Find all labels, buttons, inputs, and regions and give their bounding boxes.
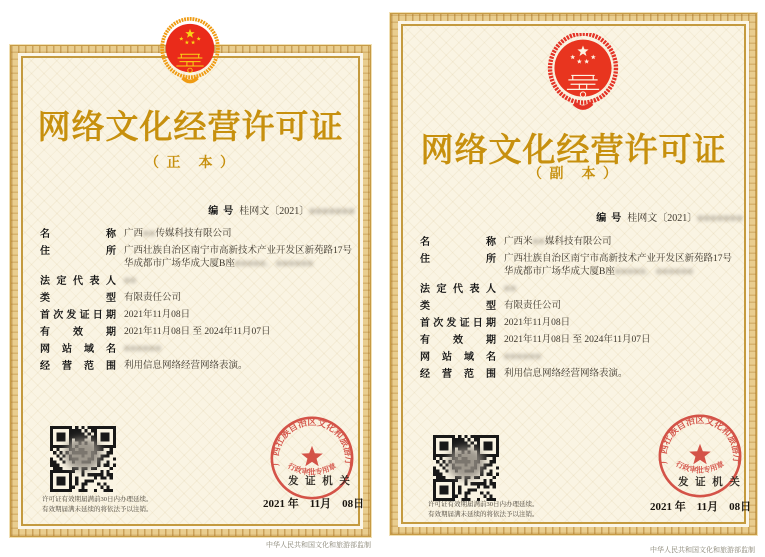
certificate-number: [193, 191, 355, 228]
field-value: ●●: [504, 284, 517, 294]
field-value: ●●●●●●: [504, 352, 542, 362]
certificate-number-redacted: ●●●●●●●: [697, 213, 743, 224]
fields-table: [420, 236, 739, 385]
svg-text:行政审批专用章: 行政审批专用章: [674, 459, 726, 475]
svg-text:行政审批专用章: 行政审批专用章: [286, 461, 338, 477]
renewal-note: 许可证有效期届满前30日内办理延续。 有效期届满未延续的将依法予以注销。: [428, 501, 539, 518]
field-row-first-issue: [40, 309, 353, 322]
field-label: 首次发证日期: [40, 310, 116, 321]
national-emblem-icon: [540, 33, 626, 115]
copy-type-label: （ 副 本 ）: [528, 167, 619, 182]
certificate-number-prefix: 桂网文〔2021〕: [239, 206, 310, 217]
field-label: 类型: [420, 301, 496, 312]
field-label: 经营范围: [40, 361, 116, 372]
issuing-authority-label: 发 证 机 关: [678, 477, 742, 488]
field-row-scope: [420, 368, 739, 381]
field-value: 2021年11月08日: [504, 318, 571, 328]
field-row-name: [420, 236, 739, 249]
certificate-original: [10, 0, 371, 557]
field-value: 广西壮族自治区南宁市高新技术产业开发区新苑路17号华成都市广场华成大厦B座●●●●●、●●●●●●: [124, 246, 353, 269]
certificate-number-label: 编 号: [596, 213, 622, 224]
qr-code: [433, 435, 499, 501]
field-row-scope: [40, 360, 353, 373]
field-label: 网站域名: [420, 352, 496, 363]
field-label: 法定代表人: [420, 284, 496, 295]
certificate-title: 网络文化经营许可证: [420, 133, 727, 169]
field-label: 首次发证日期: [420, 318, 496, 329]
field-value: 有限责任公司: [504, 301, 562, 311]
field-value: 有限责任公司: [124, 293, 182, 303]
field-value: 广西●●传媒科技有限公司: [124, 229, 232, 239]
qr-privacy-blur: [65, 438, 101, 470]
field-row-type: [40, 292, 353, 305]
field-value: ●●●●●●: [124, 344, 162, 354]
supervision-footer: 中华人民共和国文化和旅游部监制: [266, 541, 371, 549]
field-label: 有效期: [40, 327, 116, 338]
field-value: 2021年11月08日: [124, 310, 191, 320]
field-label: 网站域名: [40, 344, 116, 355]
field-row-type: [420, 300, 739, 313]
field-label: 住所: [40, 246, 116, 257]
national-emblem-icon: [159, 3, 221, 103]
field-value: 利用信息网络经营网络表演。: [124, 361, 248, 371]
field-label: 名称: [420, 237, 496, 248]
field-value: 利用信息网络经营网络表演。: [504, 369, 628, 379]
field-label: 住所: [420, 254, 496, 265]
field-label: 有效期: [420, 335, 496, 346]
field-value: 2021年11月08日 至 2024年11月07日: [124, 327, 271, 337]
field-row-legal-rep: [420, 283, 739, 296]
field-row-validity: [420, 334, 739, 347]
field-value: 广西米●●媒科技有限公司: [504, 237, 612, 247]
field-value: 广西壮族自治区南宁市高新技术产业开发区新苑路17号华成都市广场华成大厦B座●●●●●、●●●●●●: [504, 254, 733, 277]
certificate-title: 网络文化经营许可证: [37, 110, 344, 146]
field-row-domain: [420, 351, 739, 364]
field-row-validity: [40, 326, 353, 339]
qr-code: [50, 426, 116, 492]
renewal-note: 许可证有效期届满前30日内办理延续。 有效期届满未延续的将依法予以注销。: [42, 496, 153, 513]
official-seal-icon: [264, 410, 360, 506]
issue-date: 2021 年 11月 08日: [263, 498, 365, 510]
certificate-duplicate: [390, 0, 757, 557]
certificate-number-prefix: 桂网文〔2021〕: [627, 213, 698, 224]
certificate-number-redacted: ●●●●●●●: [309, 206, 355, 217]
field-label: 法定代表人: [40, 276, 116, 287]
field-row-address: [420, 253, 739, 279]
certificate-number-label: 编 号: [208, 206, 234, 217]
field-label: 经营范围: [420, 369, 496, 380]
official-seal-icon: [652, 408, 748, 504]
field-label: 名称: [40, 229, 116, 240]
field-label: 类型: [40, 293, 116, 304]
supervision-footer: 中华人民共和国文化和旅游部监制: [650, 546, 755, 554]
field-value: ●●: [124, 276, 137, 286]
fields-table: [40, 228, 353, 377]
svg-text:广西壮族自治区文化和旅游厅: 广西壮族自治区文化和旅游厅: [658, 415, 742, 465]
field-row-name: [40, 228, 353, 241]
qr-privacy-blur: [448, 447, 484, 479]
field-row-first-issue: [420, 317, 739, 330]
field-row-legal-rep: [40, 275, 353, 288]
field-row-address: [40, 245, 353, 271]
issue-date: 2021 年 11月 08日: [650, 501, 752, 513]
field-value: 2021年11月08日 至 2024年11月07日: [504, 335, 651, 345]
copy-type-label: （ 正 本 ）: [145, 156, 236, 171]
certificate-number: [581, 198, 743, 235]
svg-text:广西壮族自治区文化和旅游厅: 广西壮族自治区文化和旅游厅: [270, 417, 354, 467]
field-row-domain: [40, 343, 353, 356]
issuing-authority-label: 发 证 机 关: [288, 476, 352, 487]
